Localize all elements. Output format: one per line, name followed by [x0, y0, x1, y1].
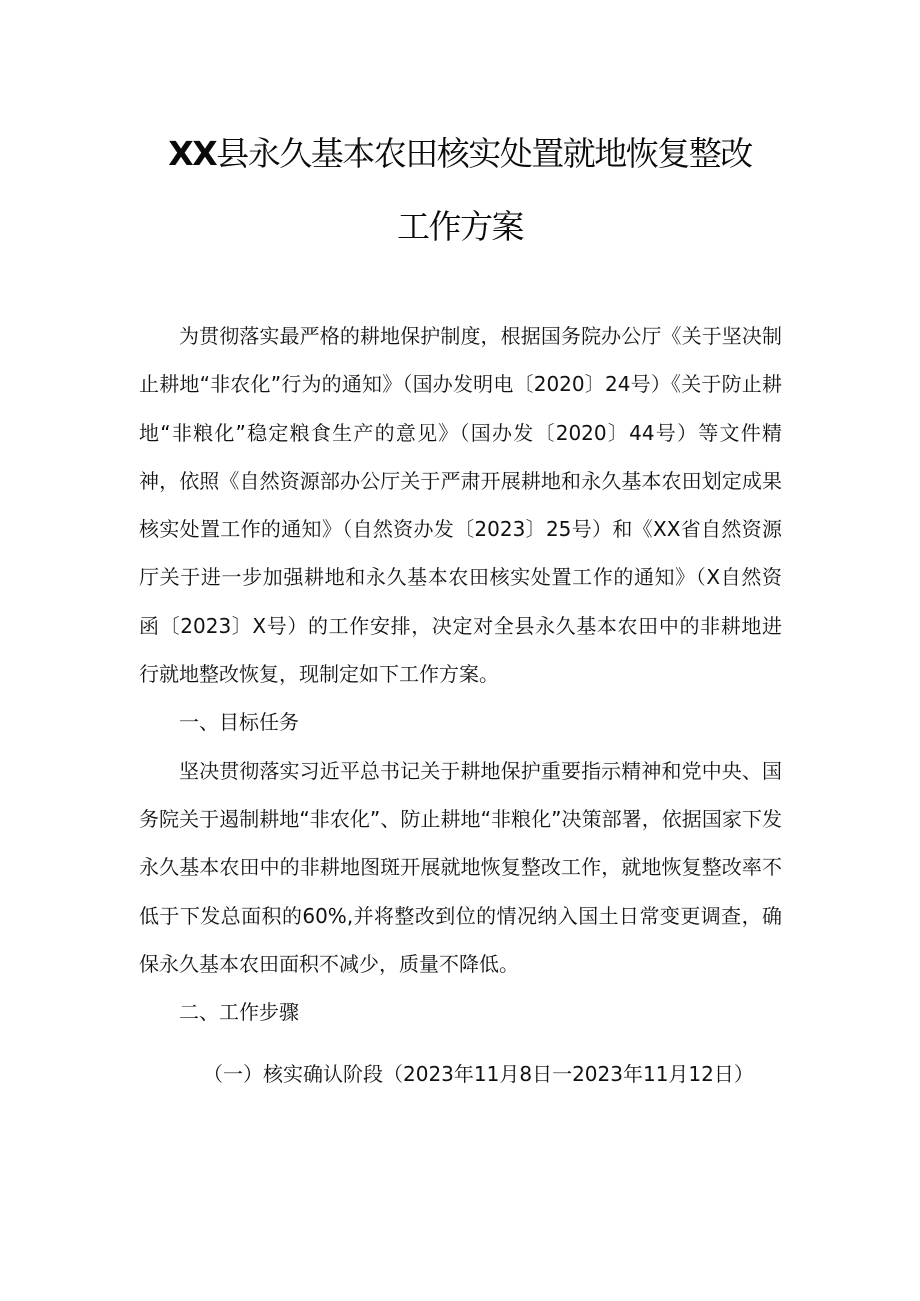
section-heading-steps: 二、工作步骤: [179, 1000, 299, 1025]
intro-paragraph: 为贯彻落实最严格的耕地保护制度，根据国务院办公厅《关于坚决制止耕地“非农化”行为的通知》（国办发明电〔2020〕24号）《关于防止耕地“非粮化”稳定粮食生产的意见》（国办发〔2020〕44号）等文件精神，依照《自然资源部办公厅关于严肃开展耕地和永久基本农田划定成果核实处置工作的通知》（自然资办发〔2023〕25号）和《XX省自然资源厅关于进一步加强耕地和永久基本农田核实处置工作的通知》（X自然资函〔2023〕X号）的工作安排，决定对全县永久基本农田中的非耕地进行就地整改恢复，现制定如下工作方案。: [139, 324, 782, 687]
goals-paragraph: 坚决贯彻落实习近平总书记关于耕地保护重要指示精神和党中央、国务院关于遏制耕地“非农化”、防止耕地“非粮化”决策部署，依据国家下发永久基本农田中的非耕地图斑开展就地恢复整改工作，就地恢复整改率不低于下发总面积的60%,并将整改到位的情况纳入国土日常变更调查，确保永久基本农田面积不减少，质量不降低。: [139, 758, 782, 976]
section-heading-goals: 一、目标任务: [179, 710, 299, 735]
title-prefix: XX: [168, 134, 217, 173]
document-title-line-1: [0, 128, 920, 175]
document-body: [139, 312, 782, 1099]
subsection-heading-verification: （一）核实确认阶段（2023年11月8日一2023年11月12日）: [203, 1062, 754, 1087]
title-rest: 县永久基本农田核实处置就地恢复整改: [216, 134, 752, 173]
document-title-line-2: 工作方案: [397, 207, 523, 246]
